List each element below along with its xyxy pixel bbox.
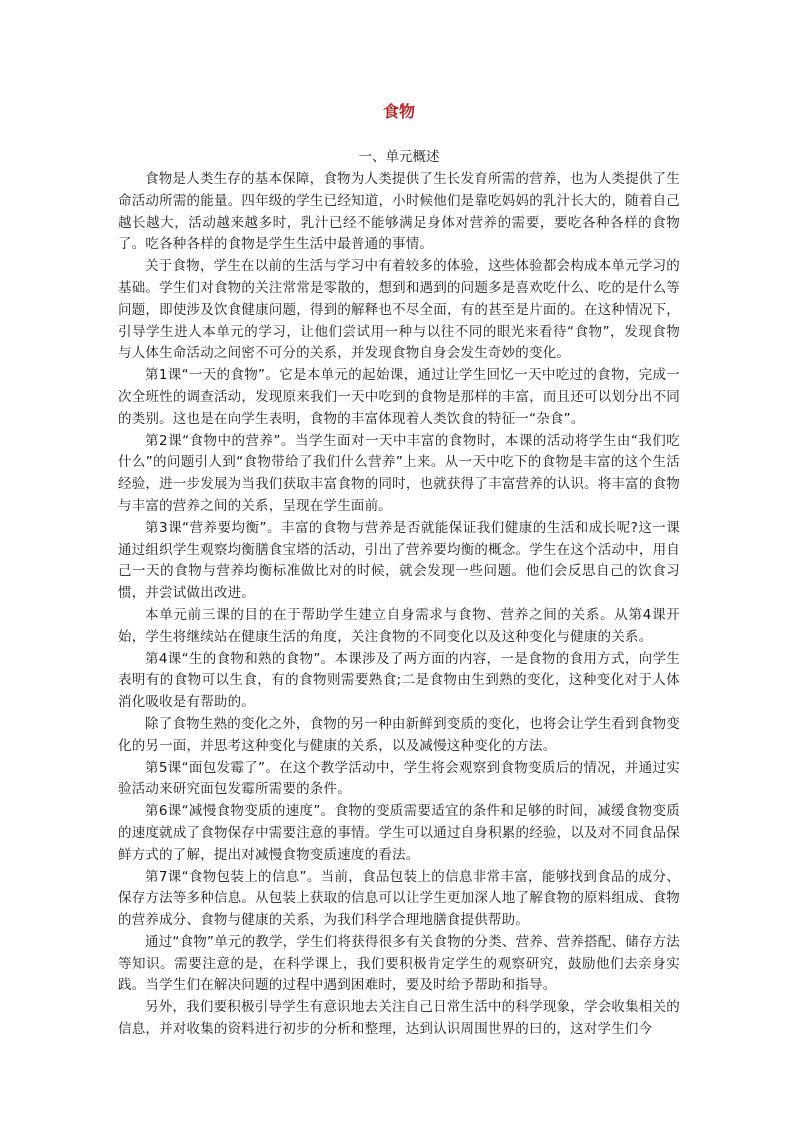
document-title: 食物 (382, 102, 415, 121)
paragraph-13: 另外，我们要积极引导学生有意识地去关注自己日常生活中的科学现象，学会收集相关的信息，并对收集的资料进行初步的分析和整理，达到认识周围世界的曰的，这对学生们今 (118, 999, 680, 1038)
paragraph-7: 第4课“生的食物和熟的食物”。本课涉及了两方面的内容，一是食物的食用方式，向学生表明有的食物可以生食，有的食物则需要熟食;二是食物由生到熟的变化，这种变化对于人体消化吸收是有帮助的。 (118, 650, 680, 711)
paragraph-4: 第2课“食物中的营养”。当学生面对一天中丰富的食物时，本课的活动将学生由“我们吃什么”的问题引人到“食物带给了我们什么营养”上来。从一天中吃下的食物是丰富的这个生活经验，进一步发展为当我们获取丰富食物的同时，也就获得了丰富营养的认识。将丰富的食物与丰富的营养之间的关系，呈现在学生面前。 (118, 432, 680, 514)
paragraph-9: 第5课“面包发霉了”。在这个教学活动中，学生将会观察到食物变质后的情况，并通过实验活动来研究面包发霉所需要的条件。 (118, 759, 680, 798)
paragraph-5: 第3课“营养要均衡”。丰富的食物与营养是否就能保证我们健康的生活和成长呢?这一课通过组织学生观察均衡膳食宝塔的活动，引出了营养要均衡的概念。学生在这个活动中，用自己一天的食物与营养均衡标准做比对的时候，就会发现一些问题。他们会反思自己的饮食习惯，并尝试做出改进。 (118, 519, 680, 602)
paragraph-12: 通过“食物”单元的教学，学生们将获得很多有关食物的分类、营养、营养搭配、储存方法等知识。需要注意的是，在科学课上，我们要积极肯定学生的观察研究，鼓励他们去亲身实践。当学生们在解决问题的过程中遇到困难时，要及时给予帮助和指导。 (118, 933, 680, 994)
paragraph-8: 除了食物生熟的变化之外，食物的另一种由新鲜到变质的变化，也将会让学生看到食物变化的另一面，并思考这种变化与健康的关系，以及减慢这种变化的方法。 (118, 715, 680, 754)
section-heading: 一、单元概述 (358, 149, 440, 165)
paragraph-2: 关于食物，学生在以前的生活与学习中有着较多的体验，这些体验都会构成本单元学习的基础。学生们对食物的关注常常是零散的，想到和遇到的问题多是喜欢吃什么、吃的是什么等问题，即使涉及饮食健康问题，得到的解释也不尽全面，有的甚至是片面的。在这种情况下，引导学生进人本单元的学习，让他们尝试用一种与以往不同的眼光来看待“食物”，发现食物与人体生命活动之间密不可分的关系，并发现食物自身会发生奇妙的变化。 (118, 258, 680, 362)
paragraph-3: 第1课“一天的食物”。它是本单元的起始课，通过让学生回忆一天中吃过的食物，完成一次全班性的调查活动，发现原来我们一天中吃到的食物是那样的丰富，而且还可以划分出不同的类别。这也是在向学生表明，食物的丰富体现着人类饮食的特征一“杂食”。 (118, 367, 680, 427)
paragraph-11: 第7课“食物包装上的信息”。当前，食品包装上的信息非常丰富，能够找到食品的成分、保存方法等多种信息。从包装上获取的信息可以让学生更加深人地了解食物的原料组成、食物的营养成分、食物与健康的关系，为我们科学合理地膳食提供帮助。 (118, 868, 680, 929)
paragraph-1: 食物是人类生存的基本保障，食物为人类提供了生长发育所需的营养，也为人类提供了生命活动所需的能量。四年级的学生已经知道，小时候他们是靠吃妈妈的乳汁长大的，随着自己越长越大，活动越来越多时，乳汁已经不能够满足身体对营养的需要，要吃各种各样的食物了。吃各种各样的食物是学生生活中最普通的事情。 (118, 171, 680, 253)
paragraph-6: 本单元前三课的目的在于帮助学生建立自身需求与食物、营养之间的关系。从第4课开始，学生将继续站在健康生活的角度，关注食物的不同变化以及这种变化与健康的关系。 (118, 606, 680, 645)
document-page (118, 100, 680, 1041)
paragraph-10: 第6课“减慢食物变质的速度”。食物的变质需要适宜的条件和足够的时间，减缓食物变质的速度就成了食物保存中需要注意的事情。学生可以通过自身积累的经验，以及对不同食品保鲜方式的了解，提出对减慢食物变质速度的看法。 (118, 803, 680, 863)
